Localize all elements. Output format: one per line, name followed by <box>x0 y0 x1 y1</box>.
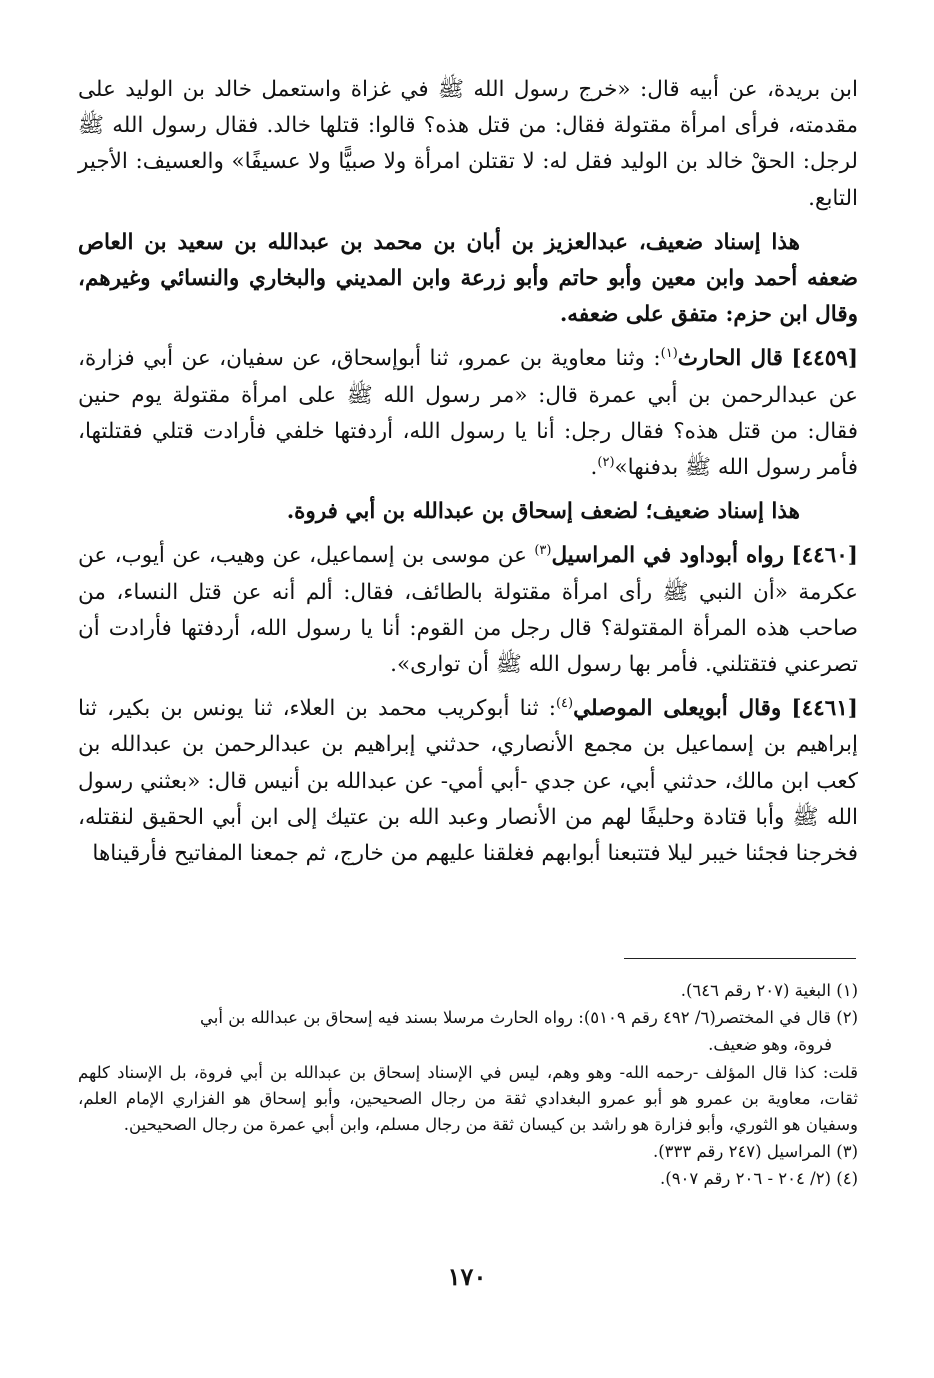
isnad-grading-text: هذا إسناد ضعيف؛ لضعف إسحاق بن عبدالله بن أبي فروة. <box>286 499 800 525</box>
sentence-end: . <box>590 455 598 481</box>
footnote-ref-1: (١) <box>660 346 678 362</box>
footnote-1: (١) البغية (٢٠٧ رقم ٦٤٦). <box>680 981 858 1000</box>
hadith-text: ابن بريدة، عن أبيه قال: «خرج رسول الله ﷺ في غزاة واستعمل خالد بن الوليد على مقدمته، فرأى امرأة مقتولة فقال: من قتل هذه؟ قالوا: قتلها خالد. فقال رسول الله ﷺ لرجل: الحقْ خالد بن الوليد فقل له: لا تقتلن امرأة ولا صبيًّا ولا عسيفًا» والعسيف: الأجير التابع. <box>78 77 858 211</box>
paragraph-hadith-4459 <box>78 341 858 486</box>
paragraph-isnad-grading-2 <box>78 494 858 530</box>
footnote-ref-3: (٣) <box>534 543 552 559</box>
paragraph-isnad-grading <box>78 225 858 334</box>
page-number: ١٧٠ <box>447 1262 487 1291</box>
paragraph-hadith-4460 <box>78 538 858 683</box>
hadith-number: [٤٤٦٠] <box>791 543 858 569</box>
footnote-ref-2: (٢) <box>597 454 615 470</box>
footnote-3: (٣) المراسيل (٢٤٧ رقم ٣٣٣). <box>652 1142 858 1162</box>
narrator-lead: رواه أبوداود في المراسيل <box>551 543 784 569</box>
footnote-ref-4: (٤) <box>555 696 574 712</box>
footnotes <box>78 978 858 1194</box>
hadith-number: [٤٤٦١] <box>791 696 858 722</box>
footnote-2: (٢) قال في المختصر(٦/ ٤٩٢ رقم ٥١٠٩): رواه الحارث مرسلا بسند فيه إسحاق بن عبدالله بن أبي <box>200 1008 858 1028</box>
hadith-text: : ثنا أبوكريب محمد بن العلاء، ثنا يونس بن بكير، ثنا إبراهيم بن إسماعيل بن مجمع الأنصاري، حدثني إبراهيم بن عبدالرحمن بن عبدالله بن كعب ابن مالك، حدثني أبي، عن جدي -أبي أمي- عن عبدالله بن أنيس قال: «بعثني رسول الله ﷺ وأبا قتادة وحليفًا لهم من الأنصار وعبد الله بن عتيك إلى ابن أبي الحقيق لنقتله، فخرجنا فجئنا خيبر ليلا فتتبعنا أبوابهم فغلقنا عليهم من خارج، ثم جمعنا المفاتيح فأرقيناها <box>78 696 858 867</box>
paragraph-hadith-4461 <box>78 691 858 872</box>
footnote-2-continuation: فروة، وهو ضعيف. <box>708 1035 832 1055</box>
footnote-separator <box>624 958 856 959</box>
isnad-grading-text: هذا إسناد ضعيف، عبدالعزيز بن أبان بن محمد بن عبدالله بن سعيد بن العاص ضعفه أحمد وابن معين وأبو حاتم وأبو زرعة وابن المديني والبخاري والنسائي وغيرهم، وقال ابن حزم: متفق على ضعفه. <box>78 229 858 328</box>
main-text <box>78 72 858 880</box>
paragraph-hadith-text <box>78 72 858 217</box>
hadith-text: : وثنا معاوية بن عمرو، ثنا أبوإسحاق، عن سفيان، عن أبي فزارة، عن عبدالرحمن بن أبي عمرة قال: «مر رسول الله ﷺ على امرأة مقتولة يوم حنين فقال: من قتل هذه؟ فقال رجل: أنا يا رسول الله، أردفتها خلفي فأرادت قتلي فقتلتها، فأمر رسول الله ﷺ بدفنها» <box>78 346 858 481</box>
footnote-4: (٤) (٢/ ٢٠٤ - ٢٠٦ رقم ٩٠٧). <box>660 1169 858 1189</box>
hadith-text: عن موسى بن إسماعيل، عن وهيب، عن أيوب، عن عكرمة «أن النبي ﷺ رأى امرأة مقتولة بالطائف، فقال: ألم أنه عن قتل النساء، من صاحب هذه المرأة المقتولة؟ قال رجل من القوم: أنا يا رسول الله، أردفتها فأرادت أن تصرعني فتقتلني. فأمر بها رسول الله ﷺ أن توارى». <box>78 543 858 678</box>
narrator-lead: وقال أبويعلى الموصلي <box>573 696 782 722</box>
footnote-editor-note: قلت: كذا قال المؤلف -رحمه الله- وهو وهم، ليس في الإسناد إسحاق بن عبدالله بن أبي فروة، بل الإسناد كلهم ثقات، معاوية بن عمرو هو أبو عمرو البغدادي ثقة من رجال الصحيحين، وأبو إسحاق هو الفزاري الإمام العلم، وسفيان هو الثوري، وأبو فزارة هو راشد بن كيسان ثقة من رجال مسلم، وابن أبي عمرة من رجال الصحيحين. <box>78 1062 858 1135</box>
hadith-number: [٤٤٥٩] <box>791 346 858 372</box>
narrator-lead: قال الحارث <box>677 346 783 372</box>
